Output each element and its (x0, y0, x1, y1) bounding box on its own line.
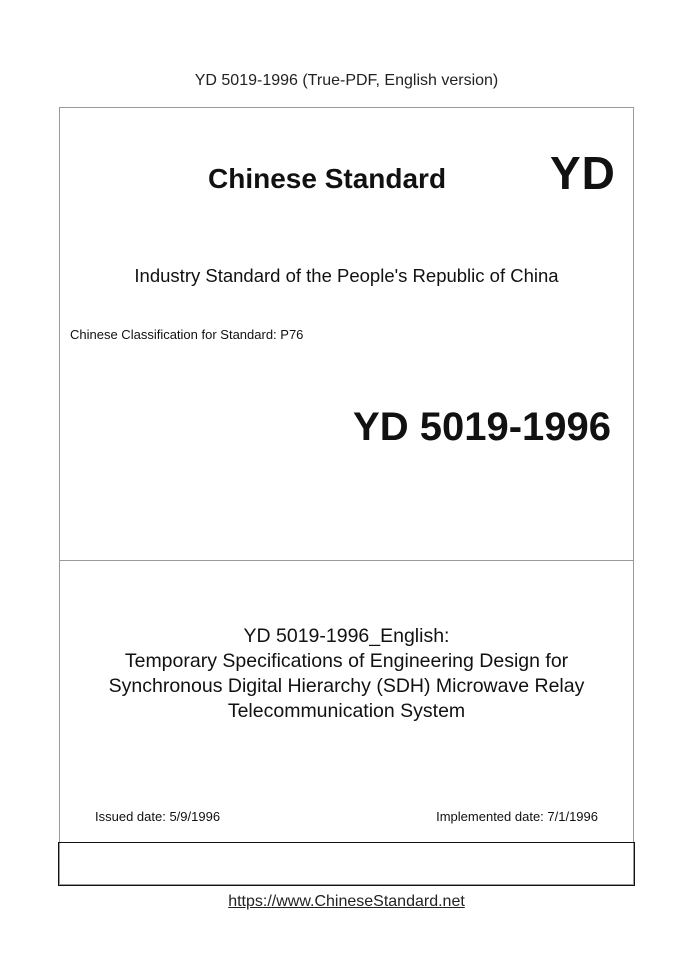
section-divider (59, 560, 634, 561)
website-link[interactable]: https://www.ChineseStandard.net (228, 893, 465, 910)
industry-statement: Industry Standard of the People's Republic of China (134, 265, 559, 286)
document-title-line: Temporary Specifications of Engineering Design for (124, 650, 569, 672)
standard-number: YD 5019-1996 (353, 405, 611, 449)
document-title (59, 624, 634, 724)
classification-line: Chinese Classification for Standard: P76 (70, 327, 304, 342)
implemented-date: Implemented date: 7/1/1996 (436, 809, 598, 824)
bottom-box (58, 842, 635, 886)
category-mark: YD (550, 147, 616, 199)
document-title-line: Telecommunication System (227, 700, 466, 722)
document-title-line: Synchronous Digital Hierarchy (SDH) Microwave Relay (108, 675, 585, 697)
footer (0, 893, 693, 911)
cover-title: Chinese Standard (208, 163, 447, 194)
page-header: YD 5019-1996 (True-PDF, English version) (194, 72, 499, 89)
issued-date: Issued date: 5/9/1996 (95, 809, 221, 824)
cover-frame (59, 107, 634, 885)
document-title-line: YD 5019-1996_English: (243, 625, 450, 647)
